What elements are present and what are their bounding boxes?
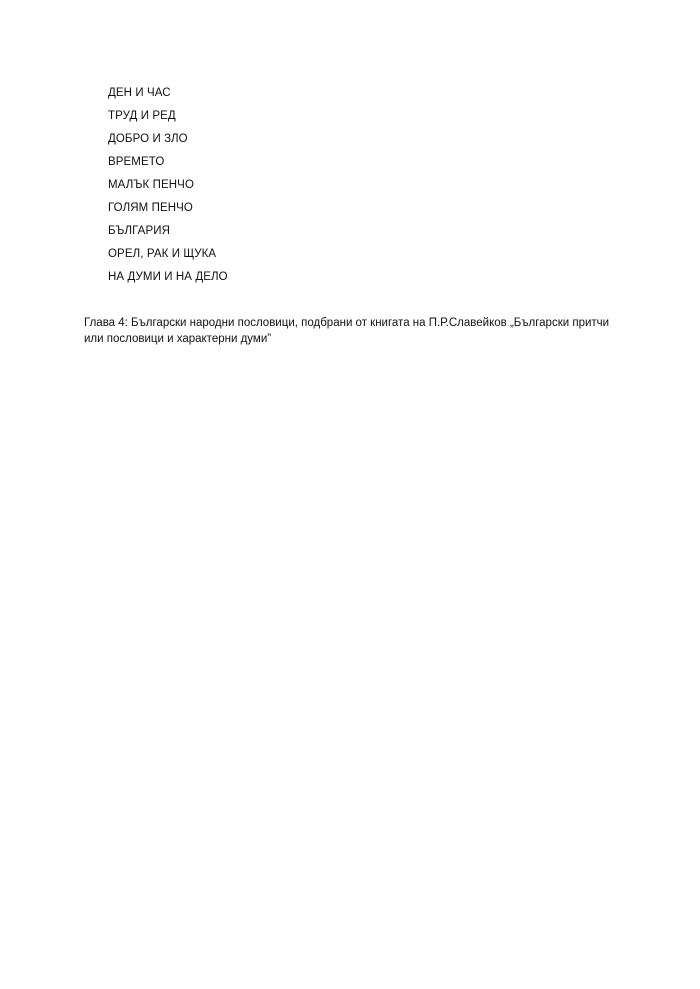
list-item: МАЛЪК ПЕНЧО	[108, 179, 194, 191]
list-item: ВРЕМЕТО	[108, 156, 165, 168]
story-title-list	[108, 82, 228, 289]
list-item: ДОБРО И ЗЛО	[108, 133, 188, 145]
list-item: ОРЕЛ, РАК И ЩУКА	[108, 248, 217, 260]
list-item: ТРУД И РЕД	[108, 110, 176, 122]
chapter-heading: Глава 4: Български народни пословици, подбрани от книгата на П.Р.Славейков „Български притчи или пословици и характерни думи”	[84, 317, 610, 345]
list-item: ДЕН И ЧАС	[108, 87, 171, 99]
list-item: БЪЛГАРИЯ	[108, 225, 170, 237]
list-item: НА ДУМИ И НА ДЕЛО	[108, 271, 228, 283]
list-item: ГОЛЯМ ПЕНЧО	[108, 202, 193, 214]
